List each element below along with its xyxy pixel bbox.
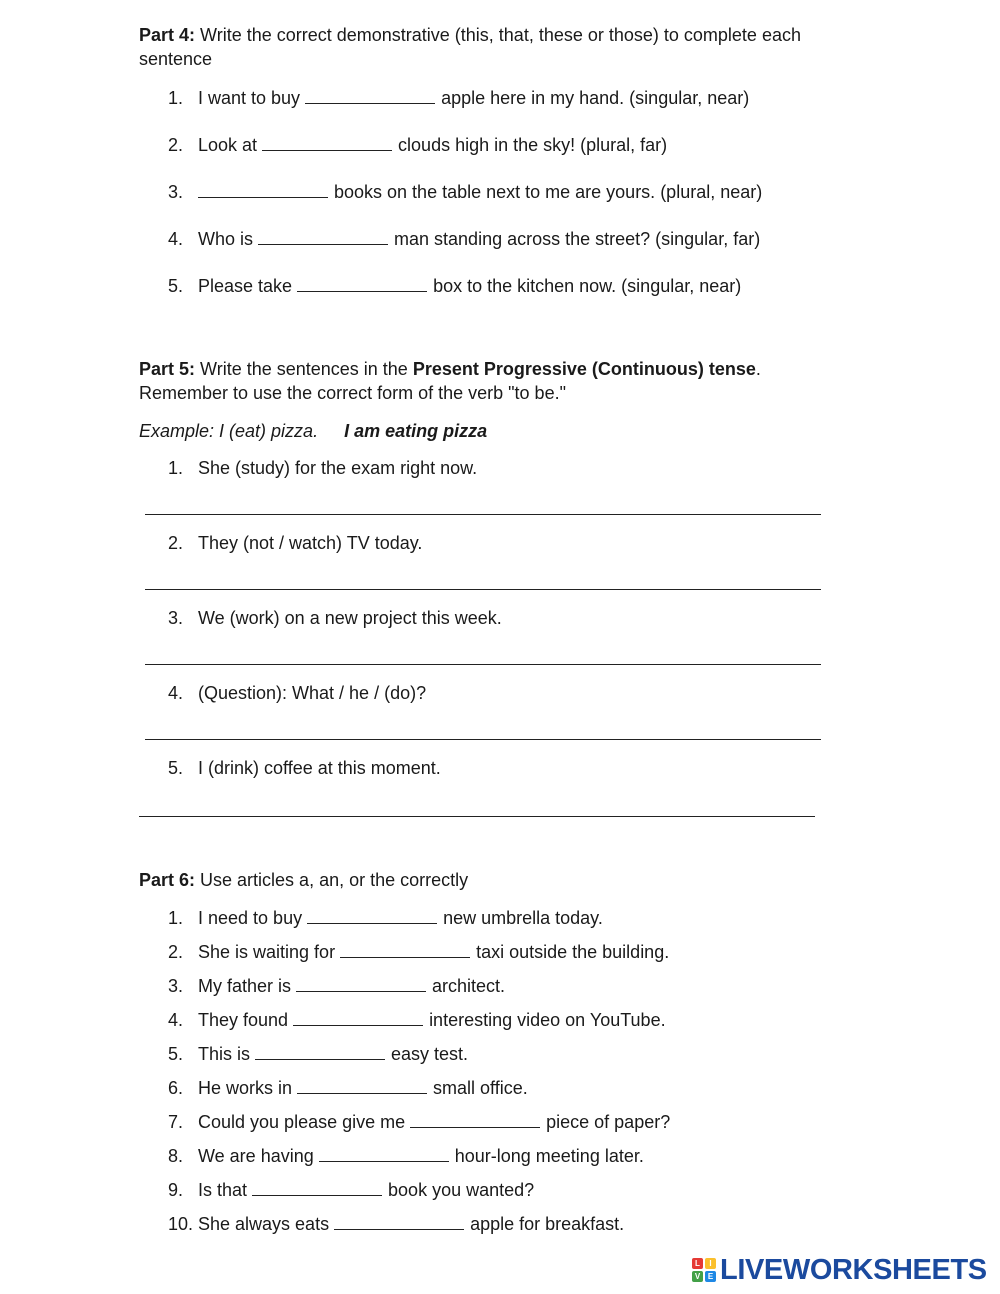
- part5-instruction-a: Write the sentences in the: [195, 359, 413, 379]
- part5-item-5: [168, 757, 441, 779]
- answer-blank[interactable]: [305, 86, 435, 104]
- answer-line-4[interactable]: [145, 739, 821, 740]
- part4-item-4: [168, 227, 760, 250]
- answer-blank[interactable]: [255, 1042, 385, 1060]
- part4-item-3: [168, 180, 762, 203]
- answer-blank[interactable]: [410, 1110, 540, 1128]
- item-text-before: I want to buy: [198, 88, 301, 108]
- part4-instruction: Write the correct demonstrative (this, that, these or those) to complete each sentence: [139, 25, 801, 69]
- item-number: 5.: [168, 758, 184, 778]
- part6-item-10: [168, 1212, 624, 1235]
- part4-item-5: [168, 274, 741, 297]
- item-number: 5.: [168, 276, 184, 296]
- answer-line-1[interactable]: [145, 514, 821, 515]
- item-text-before: Could you please give me: [198, 1112, 406, 1132]
- item-text-after: clouds high in the sky! (plural, far): [398, 135, 668, 155]
- item-text: (Question): What / he / (do)?: [198, 683, 427, 703]
- part6-item-1: [168, 906, 603, 929]
- logo-tile: I: [705, 1258, 716, 1269]
- item-number: 2.: [168, 942, 184, 962]
- answer-blank[interactable]: [340, 940, 470, 958]
- item-text-after: book you wanted?: [388, 1180, 535, 1200]
- item-text-before: Is that: [198, 1180, 248, 1200]
- part6-item-7: [168, 1110, 670, 1133]
- item-text-after: new umbrella today.: [443, 908, 603, 928]
- item-text-after: taxi outside the building.: [476, 942, 670, 962]
- logo-text: LIVEWORKSHEETS: [720, 1253, 987, 1286]
- part5-item-2: [168, 532, 422, 554]
- item-text: They (not / watch) TV today.: [198, 533, 423, 553]
- item-text-after: easy test.: [391, 1044, 469, 1064]
- part5-label: Part 5:: [139, 359, 196, 379]
- item-text-before: Please take: [198, 276, 293, 296]
- item-text-before: Who is: [198, 229, 254, 249]
- part6-label: Part 6:: [139, 870, 196, 890]
- item-text-after: box to the kitchen now. (singular, near): [433, 276, 742, 296]
- item-text: We (work) on a new project this week.: [198, 608, 502, 628]
- logo-tile: E: [705, 1271, 716, 1282]
- logo-tile: V: [692, 1271, 703, 1282]
- item-text-before: We are having: [198, 1146, 314, 1166]
- item-text-after: man standing across the street? (singular, far): [394, 229, 761, 249]
- item-text-after: apple here in my hand. (singular, near): [441, 88, 750, 108]
- answer-blank[interactable]: [258, 227, 388, 245]
- item-text-before: My father is: [198, 976, 292, 996]
- answer-blank[interactable]: [334, 1212, 464, 1230]
- part5-item-3: [168, 607, 502, 629]
- part6-item-5: [168, 1042, 468, 1065]
- item-number: 8.: [168, 1146, 184, 1166]
- part6-heading: [139, 868, 879, 892]
- part4-item-2: [168, 133, 667, 156]
- item-number: 10.: [168, 1214, 194, 1234]
- item-number: 3.: [168, 976, 184, 996]
- part4-heading: [139, 23, 879, 71]
- liveworksheets-logo: [692, 1253, 987, 1287]
- item-text-before: He works in: [198, 1078, 293, 1098]
- item-text-before: Look at: [198, 135, 258, 155]
- item-text-after: piece of paper?: [546, 1112, 671, 1132]
- item-number: 3.: [168, 182, 184, 202]
- item-number: 5.: [168, 1044, 184, 1064]
- answer-line-3[interactable]: [145, 664, 821, 665]
- item-number: 4.: [168, 229, 184, 249]
- part6-item-2: [168, 940, 669, 963]
- part6-item-3: [168, 974, 505, 997]
- part6-item-9: [168, 1178, 534, 1201]
- item-text-after: books on the table next to me are yours. (plural, near): [334, 182, 763, 202]
- item-text-before: This is: [198, 1044, 251, 1064]
- part5-item-1: [168, 457, 477, 479]
- item-number: 3.: [168, 608, 184, 628]
- item-number: 2.: [168, 135, 184, 155]
- item-text-before: They found: [198, 1010, 289, 1030]
- item-text-before: She always eats: [198, 1214, 330, 1234]
- logo-grid-icon: [692, 1258, 716, 1282]
- item-text: I (drink) coffee at this moment.: [198, 758, 441, 778]
- item-text: She (study) for the exam right now.: [198, 458, 478, 478]
- item-number: 1.: [168, 908, 184, 928]
- part4-item-1: [168, 86, 749, 109]
- part5-example: [139, 420, 487, 442]
- item-number: 1.: [168, 88, 184, 108]
- example-prompt: Example: I (eat) pizza.: [139, 421, 319, 441]
- item-number: 6.: [168, 1078, 184, 1098]
- item-text-after: small office.: [433, 1078, 528, 1098]
- item-text-after: interesting video on YouTube.: [429, 1010, 666, 1030]
- part5-instruction-b: . Remember to use the correct form of the verb "to be.": [139, 359, 761, 403]
- part6-item-4: [168, 1008, 666, 1031]
- item-text-before: She is waiting for: [198, 942, 336, 962]
- answer-blank[interactable]: [297, 1076, 427, 1094]
- answer-blank[interactable]: [307, 906, 437, 924]
- answer-blank[interactable]: [296, 974, 426, 992]
- item-text-before: I need to buy: [198, 908, 303, 928]
- answer-line-5[interactable]: [139, 816, 815, 817]
- item-number: 1.: [168, 458, 184, 478]
- answer-blank[interactable]: [297, 274, 427, 292]
- part5-heading: [139, 357, 839, 405]
- item-number: 7.: [168, 1112, 184, 1132]
- part5-instruction-bold: Present Progressive (Continuous) tense: [412, 359, 756, 379]
- item-text-after: apple for breakfast.: [470, 1214, 625, 1234]
- part4-label: Part 4:: [139, 25, 196, 45]
- part6-item-8: [168, 1144, 644, 1167]
- part6-item-6: [168, 1076, 528, 1099]
- item-number: 2.: [168, 533, 184, 553]
- answer-blank[interactable]: [198, 180, 328, 198]
- logo-tile: L: [692, 1258, 703, 1269]
- item-number: 4.: [168, 683, 184, 703]
- answer-blank[interactable]: [252, 1178, 382, 1196]
- part5-item-4: [168, 682, 426, 704]
- example-answer: I am eating pizza: [344, 421, 488, 441]
- answer-blank[interactable]: [293, 1008, 423, 1026]
- answer-blank[interactable]: [319, 1144, 449, 1162]
- item-number: 4.: [168, 1010, 184, 1030]
- answer-blank[interactable]: [262, 133, 392, 151]
- part6-instruction: Use articles a, an, or the correctly: [195, 870, 469, 890]
- item-number: 9.: [168, 1180, 184, 1200]
- item-text-after: hour-long meeting later.: [454, 1146, 644, 1166]
- item-text-after: architect.: [432, 976, 506, 996]
- answer-line-2[interactable]: [145, 589, 821, 590]
